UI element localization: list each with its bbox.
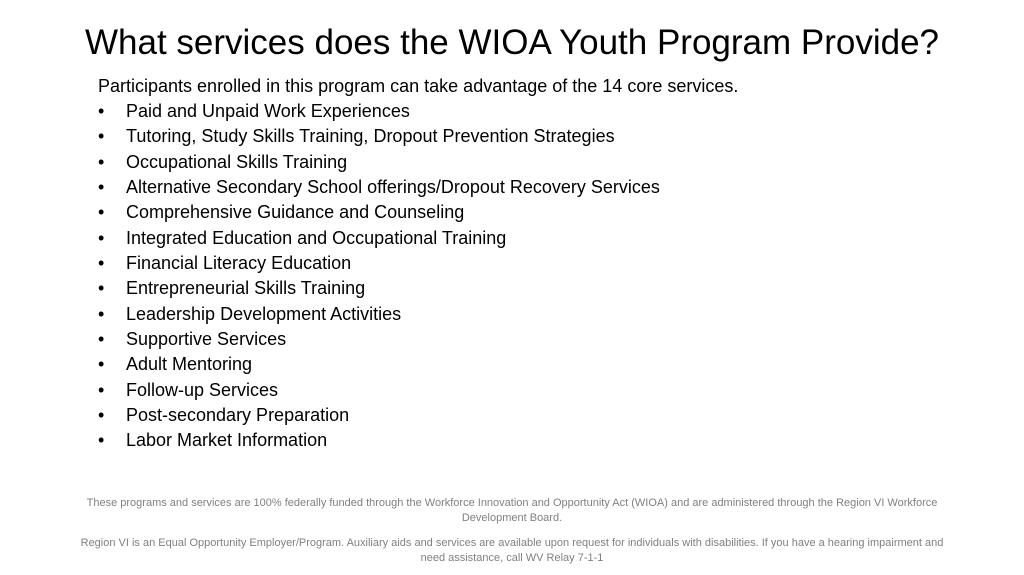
service-item-label: Supportive Services (126, 329, 287, 350)
service-item-label: Alternative Secondary School offerings/Dropout Recovery Services (126, 177, 660, 198)
eeo-disclaimer: Region VI is an Equal Opportunity Employer/Program. Auxiliary aids and services are available upon request for individuals with disabilities. If you have a hearing impairment and need assistance, call WV Relay 7-1-1 (80, 537, 944, 564)
bullet-icon: • (98, 354, 105, 375)
service-item-label: Follow-up Services (126, 379, 279, 400)
service-item-label: Labor Market Information (126, 430, 328, 451)
slide-title: What services does the WIOA Youth Program Provide? (84, 23, 940, 62)
bullet-icon: • (98, 278, 105, 299)
service-item-label: Leadership Development Activities (126, 303, 402, 324)
bullet-icon: • (98, 177, 105, 198)
bullet-icon: • (98, 227, 105, 248)
bullet-icon: • (98, 253, 105, 274)
bullet-icon: • (98, 126, 105, 147)
intro-text: Participants enrolled in this program can take advantage of the 14 core services. (98, 76, 739, 96)
service-item-label: Adult Mentoring (126, 354, 253, 375)
bullet-icon: • (98, 430, 105, 451)
funding-disclaimer: These programs and services are 100% federally funded through the Workforce Innovation and Opportunity Act (WIOA) and are administered through the Region VI Workforce Development Board. (86, 497, 938, 524)
bullet-icon: • (98, 151, 105, 172)
bullet-icon: • (98, 202, 105, 223)
service-item-label: Occupational Skills Training (126, 151, 348, 172)
bullet-icon: • (98, 303, 105, 324)
service-item-label: Entrepreneurial Skills Training (126, 278, 366, 299)
service-item-label: Tutoring, Study Skills Training, Dropout Prevention Strategies (126, 126, 615, 147)
bullet-icon: • (98, 379, 105, 400)
service-item-label: Post-secondary Preparation (126, 405, 350, 426)
bullet-icon: • (98, 405, 105, 426)
service-item-label: Integrated Education and Occupational Training (126, 227, 507, 248)
bullet-icon: • (98, 101, 105, 121)
service-item-label: Financial Literacy Education (126, 253, 352, 274)
service-item-label: Comprehensive Guidance and Counseling (126, 202, 465, 223)
bullet-icon: • (98, 329, 105, 350)
service-item-label: Paid and Unpaid Work Experiences (126, 101, 410, 121)
